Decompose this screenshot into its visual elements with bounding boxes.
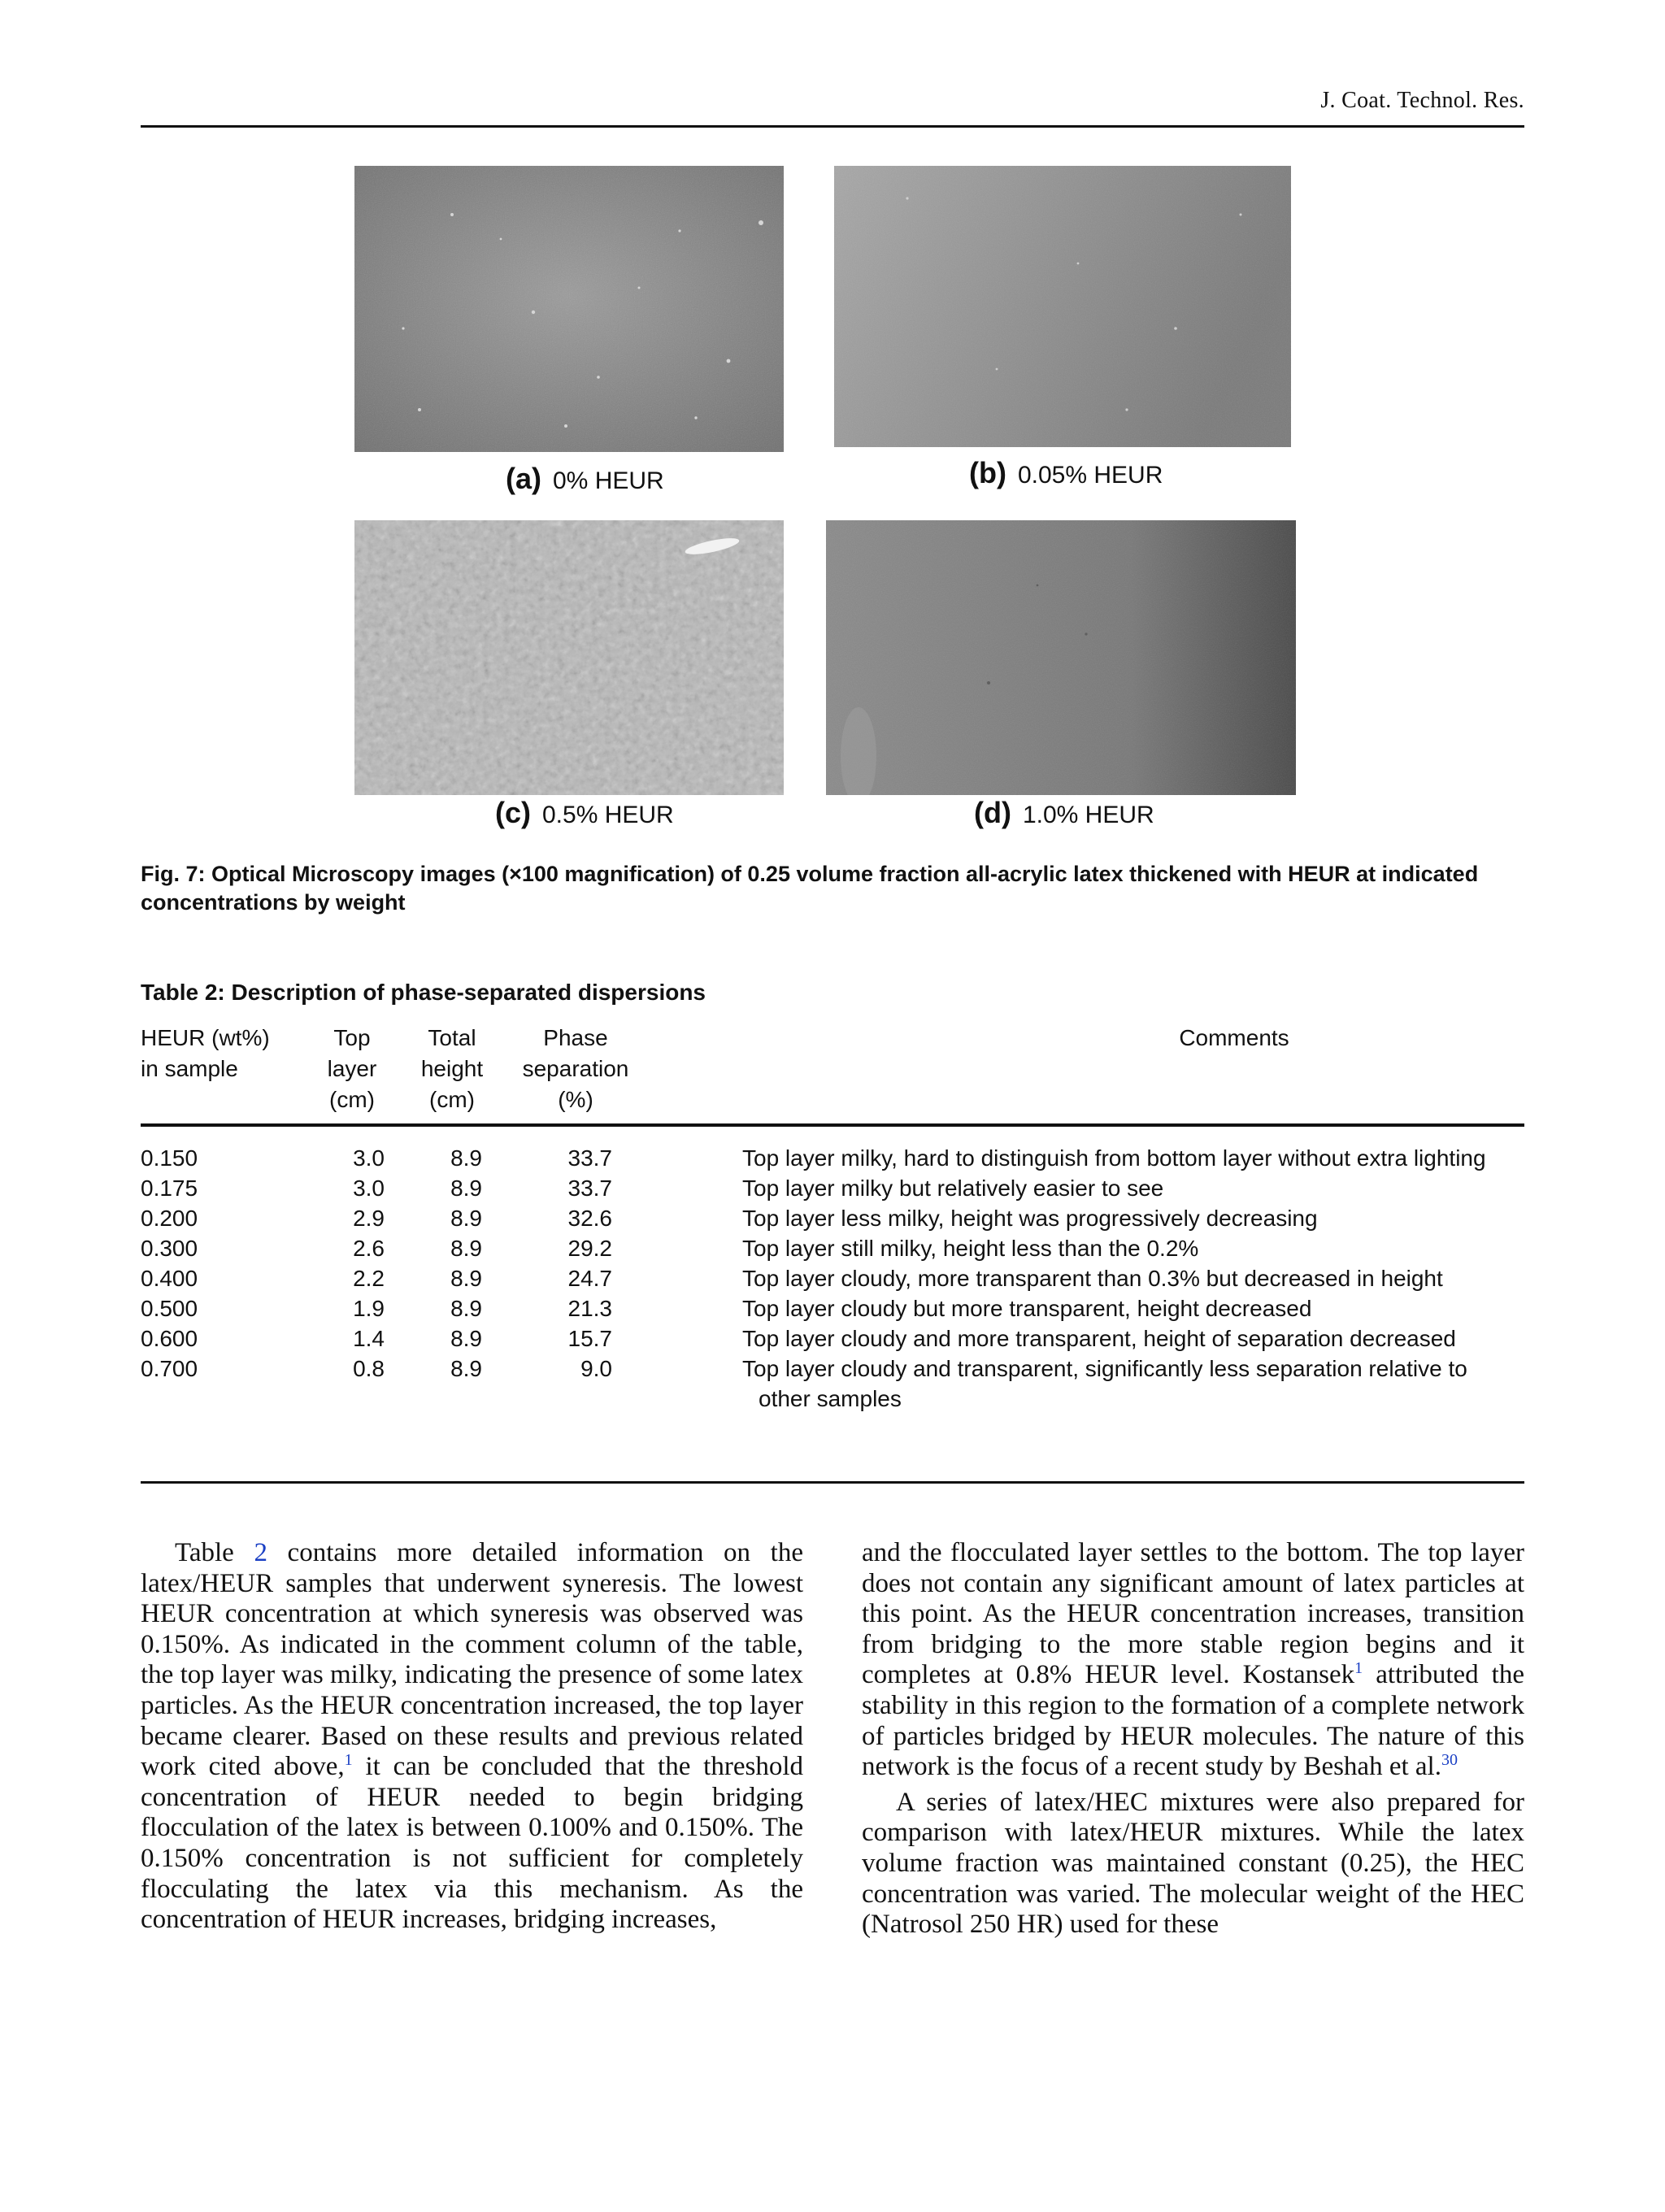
cell-total-height: 8.9 [450,1206,482,1231]
header-heur: HEUR (wt%) in sample [141,1025,270,1081]
cell-top-layer: 3.0 [353,1176,385,1201]
cell-phase: 24.7 [567,1266,612,1291]
cell-heur: 0.175 [141,1176,198,1201]
header-comments: Comments [1179,1025,1289,1050]
cell-comment: Top layer less milky, height was progressively decreasing [742,1206,1318,1231]
panel-letter: (d) [974,796,1011,829]
cell-comment: Top layer milky, hard to distinguish from bottom layer without extra lighting [742,1145,1486,1171]
text-run: contains more detailed information on the latex/HEUR samples that underwent syneresis. The lowest HEUR concentration at which syneresis was observed was 0.150%. As indicated in the comment column of the table, the top layer was milky, indicating the presence of some latex particles. As the HEUR concentration increased, the top layer became clearer. Based on these results and previous related work cited above, [141,1538,803,1782]
panel-letter: (b) [969,456,1006,489]
text-run: attributed the stability in this region to the formation of a complete network of particles bridged by HEUR molecules. The nature of this network is the focus of a recent study by Beshah et al. [862,1660,1524,1782]
cell-top-layer: 1.9 [353,1296,385,1321]
cell-top-layer: 2.9 [353,1206,385,1231]
cell-heur: 0.200 [141,1206,198,1231]
cell-total-height: 8.9 [450,1236,482,1261]
citation-link[interactable]: 30 [1441,1751,1458,1770]
cell-phase: 15.7 [567,1326,612,1351]
panel-letter: (a) [506,462,541,495]
cell-phase: 33.7 [567,1176,612,1201]
journal-header: J. Coat. Technol. Res. [1320,88,1524,113]
cell-phase: 29.2 [567,1236,612,1261]
cell-comment: Top layer cloudy but more transparent, height decreased [742,1296,1312,1321]
cell-total-height: 8.9 [450,1176,482,1201]
table-row [141,1143,1524,1173]
cell-phase: 33.7 [567,1145,612,1171]
cell-top-layer: 3.0 [353,1145,385,1171]
micrograph-b [834,166,1291,447]
cell-total-height: 8.9 [450,1145,482,1171]
cell-total-height: 8.9 [450,1296,482,1321]
cell-heur: 0.300 [141,1236,198,1261]
table-ref-link[interactable]: 2 [254,1538,267,1567]
panel-label-a [506,462,664,496]
header-rule [141,125,1524,128]
cell-comment: Top layer cloudy and transparent, significantly less separation relative to other samples [742,1356,1467,1411]
micrograph-c [354,520,784,795]
panel-text: 0% HEUR [553,467,664,494]
cell-top-layer: 1.4 [353,1326,385,1351]
header-phase-separation: Phase separation (%) [522,1025,629,1112]
table-row [141,1203,1524,1233]
cell-phase: 21.3 [567,1296,612,1321]
micrograph-d [826,520,1296,795]
body-column-right [862,1538,1524,1940]
cell-heur: 0.150 [141,1145,198,1171]
cell-comment: Top layer milky but relatively easier to see [742,1176,1164,1201]
body-column-left [141,1538,803,1936]
table-row [141,1293,1524,1323]
figure-caption: Fig. 7: Optical Microscopy images (×100 magnification) of 0.25 volume fraction all-acrylic latex thickened with HEUR at indicated concentrations by weight [141,862,1479,915]
text-run: it can be concluded that the threshold concentration of HEUR needed to begin bridging flocculation of the latex is between 0.100% and 0.150%. The 0.150% concentration is not sufficient for completely flocculating the latex via this mechanism. As the concentration of HEUR increases, bridging increases, [141,1752,803,1935]
text-run: and the flocculated layer settles to the bottom. The top layer does not contain any significant amount of latex particles at this point. As the HEUR concentration increases, transition from bridging to the more stable region begins and it completes at 0.8% HEUR level. Kostansek [862,1538,1524,1690]
table-row [141,1263,1524,1293]
paragraph: A series of latex/HEC mixtures were also prepared for comparison with latex/HEUR mixtures. While the latex volume fraction was maintained constant (0.25), the HEC concentration was varied. The molecular weight of the HEC (Natrosol 250 HR) used for these [862,1787,1524,1940]
table-body [141,1143,1524,1414]
header-top-layer: Top layer (cm) [327,1025,377,1112]
panel-label-d [974,796,1154,830]
cell-phase: 9.0 [580,1356,612,1381]
cell-comment: Top layer cloudy, more transparent than 0.3% but decreased in height [742,1266,1443,1291]
panel-text: 1.0% HEUR [1022,802,1154,828]
cell-top-layer: 2.2 [353,1266,385,1291]
cell-heur: 0.600 [141,1326,198,1351]
panel-label-b [969,456,1163,490]
paragraph [141,1538,803,1936]
cell-total-height: 8.9 [450,1356,482,1381]
panel-text: 0.5% HEUR [542,802,674,828]
table-row [141,1233,1524,1263]
cell-comment: Top layer cloudy and more transparent, height of separation decreased [742,1326,1456,1351]
panel-letter: (c) [495,796,531,829]
table-row [141,1173,1524,1203]
cell-heur: 0.700 [141,1356,198,1381]
header-total-height: Total height (cm) [420,1025,484,1112]
cell-total-height: 8.9 [450,1326,482,1351]
cell-top-layer: 2.6 [353,1236,385,1261]
paragraph [862,1538,1524,1783]
cell-heur: 0.500 [141,1296,198,1321]
citation-link[interactable]: 1 [344,1751,353,1770]
text-run: Table [175,1538,254,1567]
panel-text: 0.05% HEUR [1017,462,1163,489]
table-row [141,1354,1524,1414]
panel-label-c [495,796,674,830]
cell-comment: Top layer still milky, height less than the 0.2% [742,1236,1199,1261]
cell-phase: 32.6 [567,1206,612,1231]
table-title: Table 2: Description of phase-separated dispersions [141,980,706,1005]
cell-total-height: 8.9 [450,1266,482,1291]
citation-link[interactable]: 1 [1354,1659,1363,1678]
table-bottom-rule [141,1481,1524,1484]
table-header-rule [141,1123,1524,1127]
cell-heur: 0.400 [141,1266,198,1291]
micrograph-a [354,166,784,452]
cell-top-layer: 0.8 [353,1356,385,1381]
table-row [141,1323,1524,1354]
